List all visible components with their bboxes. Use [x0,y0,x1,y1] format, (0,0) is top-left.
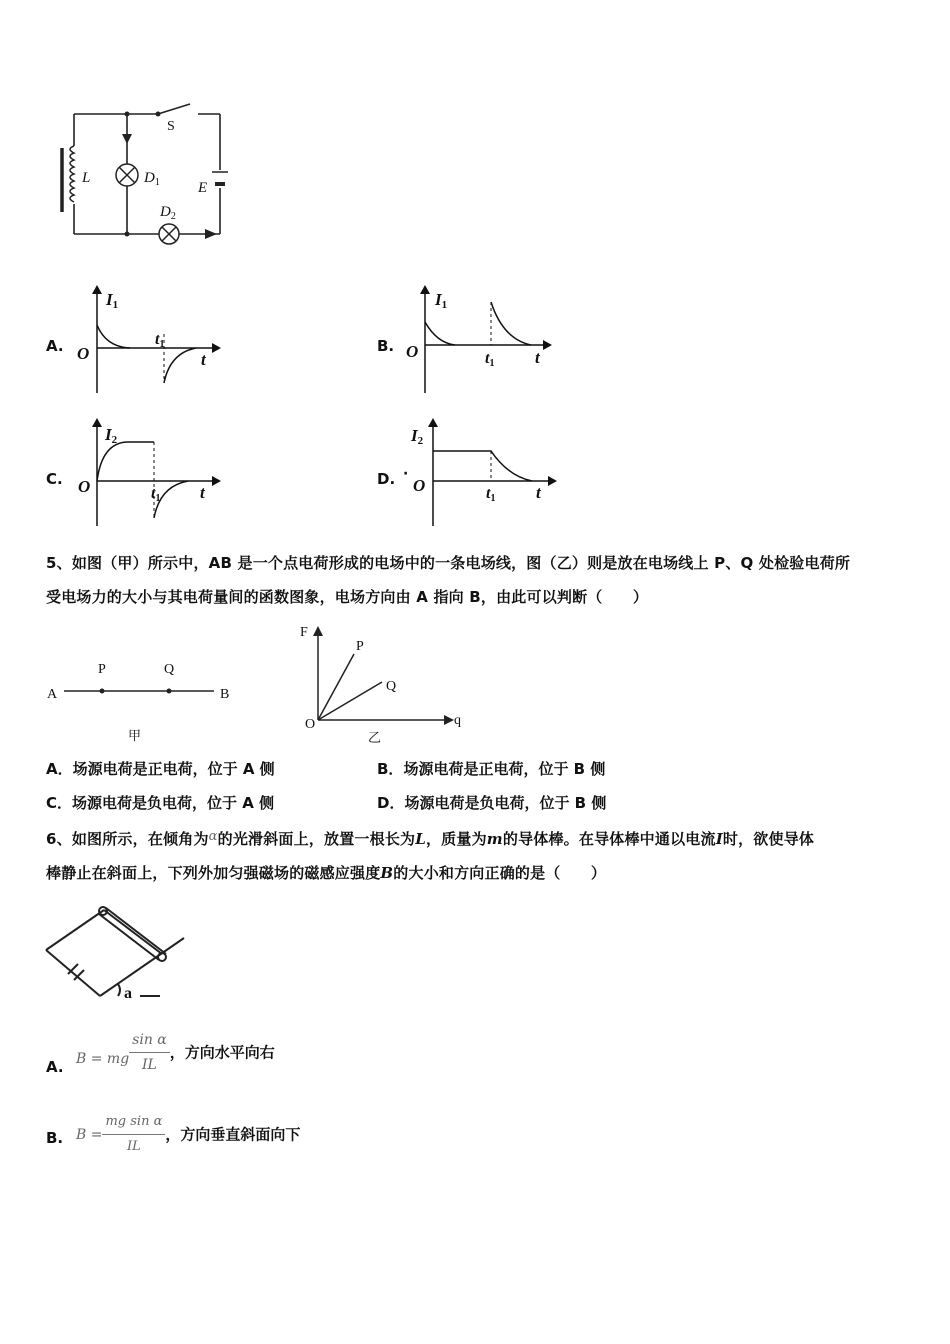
svg-text:A: A [47,687,58,702]
q4-graph-c [72,418,222,533]
svg-text:t: t [200,483,205,502]
q6-option-a: B = mg $\frac{\text{sin α}}{IL}$ ，方向水平向右 [76,1032,275,1073]
q6-incline-figure [42,900,202,1010]
q6-line2: 棒静止在斜面上，下列外加匀强磁场的磁感应强度B的大小和方向正确的是（ ） [46,864,607,882]
q4-option-b-label: B. [377,337,395,355]
svg-text:F: F [300,625,308,640]
current-arrow-icon [205,229,217,239]
inductor-icon [62,146,74,212]
lamp-d2-icon [159,224,179,244]
q5-line1: 5、如图（甲）所示中，AB 是一个点电荷形成的电场中的一条电场线，图（乙）则是放在电场线上 P、Q 处检验电荷所 [46,554,851,572]
q6-text [46,820,908,890]
svg-text:I2: I2 [411,426,424,447]
current-arrow-icon [122,134,132,144]
switch-contact-icon [156,112,161,117]
svg-text:O: O [406,342,419,361]
q4-graph-b [403,285,553,400]
svg-text:O: O [305,717,316,732]
circuit-diagram [50,100,290,240]
battery-icon [212,172,228,184]
battery-label: E [198,180,208,196]
svg-text:I1: I1 [435,290,448,311]
svg-text:t1: t1 [486,485,496,504]
svg-text:Q: Q [164,662,175,677]
svg-text:O: O [77,344,90,363]
q5-option-d: D．场源电荷是负电荷，位于 B 侧 [377,794,607,812]
svg-text:O: O [413,476,426,495]
inductor-label: L [82,170,91,186]
q5-option-c: C．场源电荷是负电荷，位于 A 侧 [46,794,275,812]
svg-text:B: B [220,687,230,702]
q4-option-d-label: D. [377,470,396,488]
q5-option-a: A．场源电荷是正电荷，位于 A 侧 [46,760,275,778]
svg-text:q: q [454,713,461,728]
q6-option-b: B = $\frac{\text{mg sin α}}{IL}$ ，方向垂直斜面向下 [76,1114,301,1154]
q4-option-a-label: A. [46,337,64,355]
svg-text:t1: t1 [151,485,161,504]
q5-line2: 受电场力的大小与其电荷量间的函数图象，电场方向由 A 指向 B，由此可以判断（ ） [46,588,649,606]
q5-option-b: B．场源电荷是正电荷，位于 B 侧 [377,760,606,778]
svg-text:I1: I1 [106,290,119,311]
d1-label: $D_1$ [144,170,160,188]
q6-option-a-label: A. [46,1058,64,1076]
q6-option-b-label: B. [46,1129,64,1147]
svg-text:t1: t1 [155,331,165,350]
svg-text:P: P [356,639,364,654]
svg-text:a: a [124,985,132,1002]
q4-option-c-label: C. [46,470,63,488]
svg-text:P: P [98,662,106,677]
svg-text:t: t [201,350,206,369]
svg-text:t: t [535,348,540,367]
svg-text:t1: t1 [485,350,495,369]
d2-label: $D_2$ [160,204,176,222]
q5-figure-yi [296,620,476,745]
svg-text:甲: 甲 [128,728,142,743]
svg-text:I2: I2 [105,425,118,446]
q6-line1: 6、如图所示，在倾角为α的光滑斜面上，放置一根长为L，质量为m的导体棒。在导体棒中通以电流I时，欲使导体 [46,829,815,848]
switch-label: S [167,119,175,134]
lamp-d1-icon [116,164,138,186]
q5-text [46,546,908,614]
q4-graph-a [72,285,222,400]
svg-text:乙: 乙 [368,730,382,745]
svg-text:t: t [536,483,541,502]
q4-option-d-mark: · [403,466,409,482]
q4-graph-d [408,418,558,533]
svg-text:Q: Q [386,679,397,694]
q5-figure-jia [44,655,244,745]
svg-text:O: O [78,477,91,496]
